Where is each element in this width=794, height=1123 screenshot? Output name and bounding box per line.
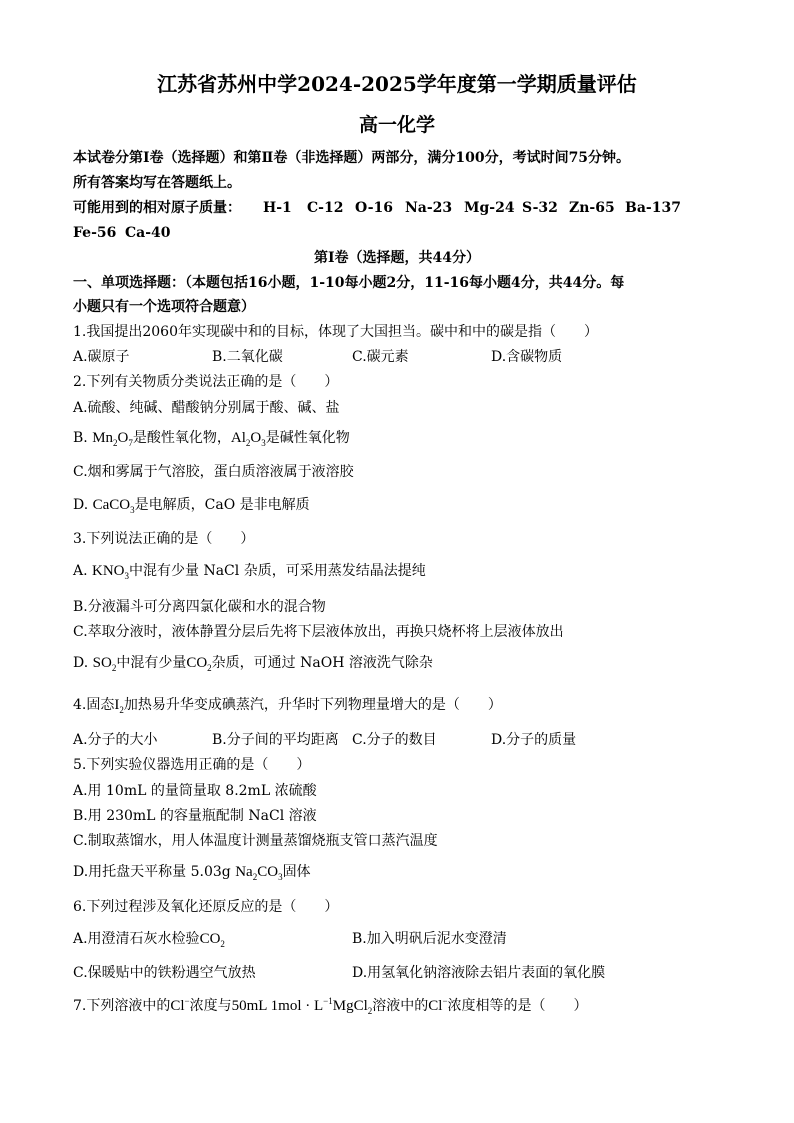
formula-al2o3: $Al_2O_3$ (230, 430, 266, 448)
section-1-heading: 第Ⅰ卷（选择题，共44分） (313, 250, 481, 266)
formula-kno3: $KNO_3$ (92, 563, 130, 581)
question-7-stem: 7.下列溶液中的Cl−浓度与50mL $1mol \cdot L^{-1}MgCl_2$溶液中的Cl−浓度相等的是（ ） (73, 996, 588, 1016)
section-1-instruction-1: 一、单项选择题：（本题包括16小题，1-10每小题2分，11-16每小题4分，共44分。每 (73, 275, 625, 291)
section-1-instruction-2: 小题只有一个选项符合题意） (73, 299, 255, 315)
question-3-option-a: A. $KNO_3$中混有少量 NaCl 杂质，可采用蒸发结晶法提纯 (73, 563, 426, 581)
question-2-stem: 2.下列有关物质分类说法正确的是（ ） (73, 374, 339, 390)
question-4-option-c: C.分子的数目 (352, 732, 437, 748)
question-6-stem: 6.下列过程涉及氧化还原反应的是（ ） (73, 899, 339, 915)
mass-h: H-1 (263, 200, 292, 216)
formula-so2: $SO_2$ (92, 655, 117, 673)
question-3-option-d: D. $SO_2$中混有少量$CO_2$杂质，可通过 NaOH 溶液洗气除杂 (73, 655, 433, 673)
mass-zn: Zn-65 (569, 200, 615, 216)
question-5-option-d: D.用托盘天平称量 5.03g $Na_2CO_3$固体 (73, 864, 311, 882)
mass-mg: Mg-24 (464, 200, 515, 216)
question-2-option-d: D. CaCO$_3$是电解质，CaO 是非电解质 (73, 497, 310, 515)
question-4-stem: 4.固态$I_2$加热易升华变成碘蒸汽，升华时下列物理量增大的是（ ） (73, 697, 502, 715)
formula-na2co3: $Na_2CO_3$ (235, 864, 283, 882)
question-6-option-a: A.用澄清石灰水检验$CO_2$ (73, 931, 225, 949)
mass-ca: Ca-40 (125, 225, 171, 241)
question-6-option-d: D.用氢氧化钠溶液除去铝片表面的氧化膜 (352, 965, 606, 981)
formula-caco3: CaCO$_3$ (92, 497, 135, 515)
question-5-stem: 5.下列实验仪器选用正确的是（ ） (73, 757, 311, 773)
question-4-option-d: D.分子的质量 (491, 732, 577, 748)
formula-co2: $CO_2$ (199, 931, 225, 949)
question-3-option-b: B.分液漏斗可分离四氯化碳和水的混合物 (73, 599, 326, 615)
mass-na: Na-23 (405, 200, 453, 216)
mass-o: O-16 (355, 200, 394, 216)
formula-cl-ion: Cl− (428, 996, 448, 1014)
mass-c: C-12 (307, 200, 344, 216)
question-1-stem: 1.我国提出2060年实现碳中和的目标，体现了大国担当。碳中和中的碳是指（ ） (73, 324, 598, 340)
intro-line-2: 所有答案均写在答题纸上。 (73, 175, 241, 191)
concentration-expression: 50mL $1mol \cdot L^{-1}MgCl_2$ (231, 996, 373, 1016)
exam-subtitle: 高一化学 (358, 114, 435, 136)
formula-i2: $I_2$ (114, 697, 124, 715)
atomic-masses-label: 可能用到的相对原子质量： (73, 200, 241, 216)
question-2-option-a: A.硫酸、纯碱、醋酸钠分别属于酸、碱、盐 (73, 400, 340, 416)
question-4-option-a: A.分子的大小 (73, 732, 158, 748)
question-3-stem: 3.下列说法正确的是（ ） (73, 531, 255, 547)
formula-co2: $CO_2$ (186, 655, 212, 673)
formula-cl-ion: Cl− (170, 996, 190, 1014)
question-1-option-c: C.碳元素 (352, 349, 409, 365)
question-6-option-c: C.保暖贴中的铁粉遇空气放热 (73, 965, 256, 981)
question-6-option-b: B.加入明矾后泥水变澄清 (352, 931, 507, 947)
atomic-masses-line (73, 199, 241, 217)
formula-mn2o7: $Mn_2O_7$ (92, 430, 133, 448)
option-label: B. (73, 430, 93, 446)
exam-title: 江苏省苏州中学2024-2025学年度第一学期质量评估 (157, 72, 637, 96)
question-2-option-c: C.烟和雾属于气溶胶，蛋白质溶液属于液溶胶 (73, 464, 354, 480)
question-5-option-a: A.用 10mL 的量筒量取 8.2mL 浓硫酸 (73, 783, 317, 799)
mass-fe: Fe-56 (73, 225, 117, 241)
question-1-option-d: D.含碳物质 (491, 349, 563, 365)
mass-s: S-32 (522, 200, 558, 216)
question-5-option-c: C.制取蒸馏水，用人体温度计测量蒸馏烧瓶支管口蒸汽温度 (73, 833, 438, 849)
question-5-option-b: B.用 230mL 的容量瓶配制 NaCl 溶液 (73, 808, 317, 824)
question-4-option-b: B.分子间的平均距离 (212, 732, 339, 748)
mass-ba: Ba-137 (625, 200, 681, 216)
question-2-option-b: B. $Mn_2O_7$是酸性氧化物，$Al_2O_3$是碱性氧化物 (73, 430, 350, 448)
question-3-option-c: C.萃取分液时，液体静置分层后先将下层液体放出，再换只烧杯将上层液体放出 (73, 624, 564, 640)
intro-line-1: 本试卷分第Ⅰ卷（选择题）和第Ⅱ卷（非选择题）两部分，满分100分，考试时间75分钟。 (73, 150, 631, 166)
question-1-option-a: A.碳原子 (73, 349, 130, 365)
question-1-option-b: B.二氧化碳 (212, 349, 283, 365)
